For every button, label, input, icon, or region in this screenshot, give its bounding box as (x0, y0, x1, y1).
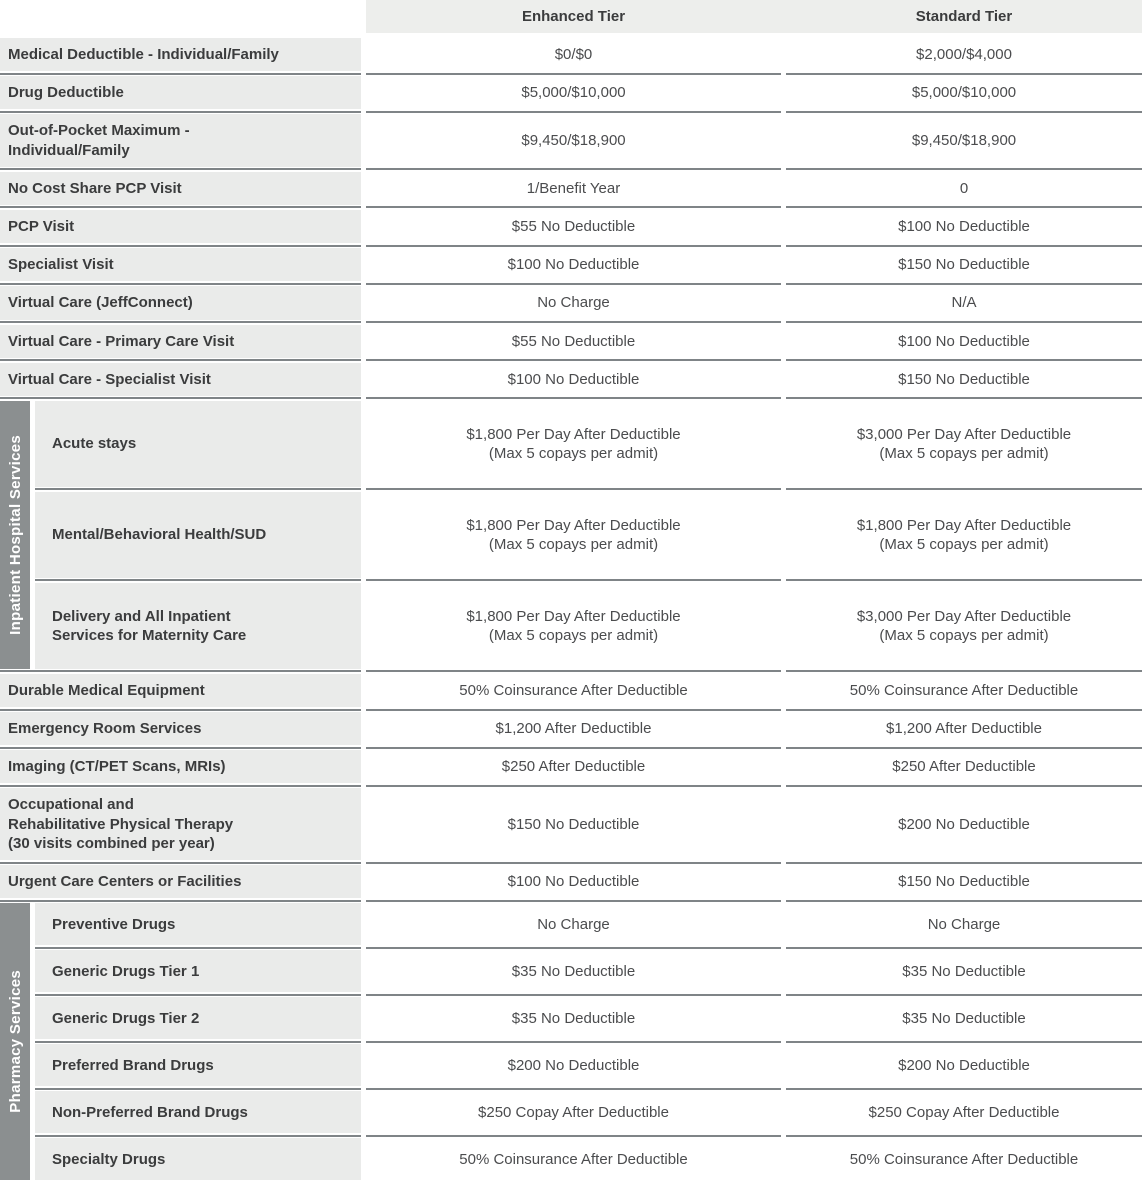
standard-tier-value (786, 674, 1142, 707)
divider-line (0, 900, 361, 902)
cell-text: Virtual Care (JeffConnect) (8, 294, 193, 312)
cell-text: Individual/Family (8, 141, 130, 159)
divider-line (786, 397, 1142, 399)
divider-line (786, 73, 1142, 75)
cell-text: $150 No Deductible (898, 370, 1030, 388)
benefit-label (35, 401, 361, 487)
benefit-label (35, 583, 361, 669)
cell-text: (Max 5 copays per admit) (879, 535, 1049, 553)
enhanced-tier-value (366, 286, 781, 319)
divider-line (366, 283, 781, 285)
cell-text: $250 After Deductible (501, 758, 646, 776)
standard-tier-value (786, 286, 1142, 319)
benefit-label (0, 674, 361, 707)
cell-text: $250 After Deductible (892, 758, 1036, 776)
cell-text: 50% Coinsurance After Deductible (849, 681, 1079, 699)
benefit-label (0, 286, 361, 319)
cell-text: Durable Medical Equipment (8, 681, 205, 699)
standard-tier-value (786, 997, 1142, 1039)
enhanced-tier-value (366, 325, 781, 358)
benefit-label (0, 38, 361, 71)
cell-text: Specialist Visit (8, 256, 114, 274)
cell-text: $200 No Deductible (898, 815, 1030, 833)
cell-text: $1,800 Per Day After Deductible (856, 516, 1072, 534)
standard-tier-value (786, 950, 1142, 992)
cell-text: N/A (951, 294, 977, 312)
divider-line (786, 670, 1142, 672)
standard-tier-value (786, 114, 1142, 166)
cell-text: Generic Drugs Tier 1 (52, 962, 200, 980)
divider-line (366, 1088, 781, 1090)
divider-line (35, 1135, 361, 1137)
table-body (0, 38, 1142, 1180)
cell-text: $150 No Deductible (507, 815, 640, 833)
cell-text: $250 Copay After Deductible (478, 1103, 669, 1121)
divider-line (786, 206, 1142, 208)
divider-line (786, 1041, 1142, 1043)
benefit-row (0, 788, 1142, 860)
cell-text: 50% Coinsurance After Deductible (459, 681, 688, 699)
benefit-label (35, 1091, 361, 1133)
divider-line (786, 245, 1142, 247)
header-spacer (0, 0, 361, 33)
benefit-label (0, 172, 361, 205)
cell-text: $100 No Deductible (507, 370, 640, 388)
divider-line (366, 245, 781, 247)
cell-text: $5,000/$10,000 (521, 84, 626, 102)
cell-text: (30 visits combined per year) (8, 834, 215, 852)
divider-line (786, 709, 1142, 711)
divider-line (366, 168, 781, 170)
benefit-label (0, 788, 361, 860)
standard-tier-value (786, 248, 1142, 281)
cell-text: Non-Preferred Brand Drugs (52, 1103, 248, 1121)
benefit-label (0, 248, 361, 281)
enhanced-tier-value (366, 38, 781, 71)
cell-text: PCP Visit (8, 217, 75, 235)
benefit-row (0, 363, 1142, 396)
enhanced-tier-value (366, 172, 781, 205)
cell-text: Out-of-Pocket Maximum - (8, 122, 190, 140)
cell-text: $100 No Deductible (898, 332, 1030, 350)
cell-text: Mental/Behavioral Health/SUD (52, 526, 267, 544)
cell-text: Urgent Care Centers or Facilities (8, 873, 242, 890)
cell-text: No Charge (537, 294, 610, 312)
benefit-row (0, 712, 1142, 745)
enhanced-tier-value (366, 114, 781, 166)
cell-text: No Charge (537, 915, 610, 933)
section-pharmacy-services (0, 903, 1142, 1180)
divider-line (366, 709, 781, 711)
divider-line (0, 321, 361, 323)
divider-line (0, 283, 361, 285)
cell-text: $35 No Deductible (902, 962, 1026, 980)
divider-line (786, 947, 1142, 949)
divider-line (366, 206, 781, 208)
enhanced-tier-value (366, 712, 781, 745)
divider-line (366, 359, 781, 361)
standard-tier-value (786, 788, 1142, 860)
section-inpatient-hospital-services (0, 401, 1142, 669)
cell-text: $3,000 Per Day After Deductible (856, 425, 1072, 443)
divider-line (35, 1041, 361, 1043)
benefit-row (0, 286, 1142, 319)
enhanced-tier-value (366, 903, 781, 945)
benefit-label (0, 210, 361, 243)
benefit-row (0, 248, 1142, 281)
cell-text: Acute stays (52, 435, 137, 453)
standard-tier-value (786, 76, 1142, 109)
cell-text: $5,000/$10,000 (911, 84, 1017, 102)
cell-text: Medical Deductible - Individual/Family (8, 46, 279, 63)
divider-line (0, 168, 361, 170)
cell-text: Occupational and (8, 796, 134, 814)
standard-tier-value (786, 712, 1142, 745)
cell-text: $100 No Deductible (898, 217, 1030, 235)
divider-line (35, 488, 361, 490)
divider-line (366, 579, 781, 581)
divider-line (366, 862, 781, 864)
cell-text: Delivery and All Inpatient (52, 607, 231, 625)
divider-line (786, 359, 1142, 361)
divider-line (0, 206, 361, 208)
standard-tier-value (786, 865, 1142, 898)
cell-text: Preferred Brand Drugs (52, 1056, 214, 1074)
cell-text: $100 No Deductible (507, 256, 640, 274)
divider-line (786, 900, 1142, 902)
divider-line (0, 111, 361, 113)
divider-line (0, 73, 361, 75)
cell-text: No Cost Share PCP Visit (8, 179, 182, 197)
benefit-row (0, 210, 1142, 243)
divider-line (35, 994, 361, 996)
cell-text: $55 No Deductible (511, 217, 636, 235)
cell-text: $35 No Deductible (902, 1009, 1026, 1027)
cell-text: $9,450/$18,900 (521, 131, 626, 149)
divider-line (366, 488, 781, 490)
benefit-label (0, 750, 361, 783)
column-header-enhanced: Enhanced Tier (521, 8, 626, 25)
divider-line (366, 397, 781, 399)
standard-tier-value (786, 1044, 1142, 1086)
section-title-bar (0, 903, 30, 1180)
divider-line (786, 1088, 1142, 1090)
cell-text: 50% Coinsurance After Deductible (849, 1150, 1079, 1168)
divider-line (35, 947, 361, 949)
table-header-row (0, 0, 1142, 33)
enhanced-tier-value (366, 583, 781, 669)
cell-text: $200 No Deductible (507, 1056, 640, 1074)
standard-tier-value (786, 583, 1142, 669)
enhanced-tier-value (366, 76, 781, 109)
divider-line (366, 111, 781, 113)
cell-text: (Max 5 copays per admit) (879, 444, 1049, 462)
divider-line (786, 488, 1142, 490)
standard-tier-value (786, 210, 1142, 243)
cell-text: $150 No Deductible (898, 873, 1030, 890)
divider-line (0, 862, 361, 864)
section-title-bar (0, 401, 30, 669)
divider-line (366, 1135, 781, 1137)
cell-text: $0/$0 (554, 46, 593, 63)
enhanced-tier-value (366, 1044, 781, 1086)
divider-line (366, 1041, 781, 1043)
benefit-row (0, 325, 1142, 358)
benefit-label (35, 1044, 361, 1086)
benefit-label (35, 492, 361, 578)
divider-line (0, 747, 361, 749)
standard-tier-value (786, 750, 1142, 783)
enhanced-tier-value (366, 788, 781, 860)
cell-text: $35 No Deductible (511, 962, 636, 980)
divider-line (786, 579, 1142, 581)
divider-line (786, 994, 1142, 996)
divider-line (786, 1135, 1142, 1137)
cell-text: $1,200 After Deductible (495, 720, 652, 738)
enhanced-tier-value (366, 492, 781, 578)
cell-text: $1,800 Per Day After Deductible (466, 516, 681, 534)
benefit-row (0, 38, 1142, 71)
benefit-label (0, 865, 361, 898)
cell-text: Virtual Care - Specialist Visit (8, 370, 211, 388)
divider-line (786, 321, 1142, 323)
cell-text: $1,200 After Deductible (886, 720, 1042, 738)
cell-text: Rehabilitative Physical Therapy (8, 815, 234, 833)
divider-line (786, 168, 1142, 170)
divider-line (366, 747, 781, 749)
header-tier-block (366, 0, 1142, 33)
enhanced-tier-value (366, 1138, 781, 1180)
section-title: Pharmacy Services (6, 970, 24, 1114)
benefit-label (0, 363, 361, 396)
cell-text: No Charge (927, 915, 1001, 933)
cell-text: Generic Drugs Tier 2 (52, 1009, 200, 1027)
divider-line (0, 359, 361, 361)
cell-text: Services for Maternity Care (52, 626, 247, 644)
divider-line (786, 862, 1142, 864)
benefit-row (0, 865, 1142, 898)
enhanced-tier-value (366, 248, 781, 281)
benefit-label (0, 712, 361, 745)
standard-tier-value (786, 325, 1142, 358)
benefit-label (0, 76, 361, 109)
cell-text: 0 (959, 179, 969, 197)
divider-line (35, 1088, 361, 1090)
standard-tier-value (786, 1138, 1142, 1180)
cell-text: Drug Deductible (8, 84, 124, 102)
divider-line (366, 900, 781, 902)
enhanced-tier-value (366, 750, 781, 783)
enhanced-tier-value (366, 674, 781, 707)
cell-text: $200 No Deductible (898, 1056, 1030, 1074)
divider-line (366, 321, 781, 323)
cell-text: (Max 5 copays per admit) (488, 444, 659, 462)
divider-line (0, 397, 361, 399)
benefit-row (0, 76, 1142, 109)
standard-tier-value (786, 492, 1142, 578)
divider-line (0, 709, 361, 711)
cell-text: (Max 5 copays per admit) (879, 626, 1049, 644)
divider-line (0, 785, 361, 787)
cell-text: Virtual Care - Primary Care Visit (8, 332, 235, 350)
enhanced-tier-value (366, 950, 781, 992)
benefit-row (0, 750, 1142, 783)
enhanced-tier-value (366, 401, 781, 487)
benefit-label (35, 997, 361, 1039)
standard-tier-value (786, 38, 1142, 71)
cell-text: $150 No Deductible (898, 256, 1030, 274)
enhanced-tier-value (366, 363, 781, 396)
divider-line (366, 73, 781, 75)
cell-text: Preventive Drugs (52, 915, 176, 933)
cell-text: Imaging (CT/PET Scans, MRIs) (8, 758, 226, 776)
standard-tier-value (786, 1091, 1142, 1133)
column-header-standard: Standard Tier (915, 8, 1013, 25)
cell-text: (Max 5 copays per admit) (488, 535, 659, 553)
standard-tier-value (786, 903, 1142, 945)
cell-text: 50% Coinsurance After Deductible (459, 1150, 688, 1168)
cell-text: $100 No Deductible (507, 873, 640, 890)
enhanced-tier-value (366, 210, 781, 243)
benefit-label (0, 114, 361, 166)
divider-line (786, 747, 1142, 749)
divider-line (366, 670, 781, 672)
section-title: Inpatient Hospital Services (6, 434, 24, 635)
benefit-label (35, 1138, 361, 1180)
standard-tier-value (786, 363, 1142, 396)
cell-text: $2,000/$4,000 (916, 46, 1012, 63)
divider-line (366, 947, 781, 949)
divider-line (366, 785, 781, 787)
divider-line (0, 245, 361, 247)
cell-text: $9,450/$18,900 (911, 131, 1017, 149)
enhanced-tier-value (366, 865, 781, 898)
cell-text: $55 No Deductible (511, 332, 636, 350)
benefit-row (0, 114, 1142, 166)
benefit-row (0, 172, 1142, 205)
standard-tier-value (786, 172, 1142, 205)
divider-line (786, 283, 1142, 285)
benefit-label (35, 950, 361, 992)
cell-text: $1,800 Per Day After Deductible (466, 425, 681, 443)
cell-text: 1/Benefit Year (526, 179, 621, 197)
cell-text: $1,800 Per Day After Deductible (466, 607, 681, 625)
cell-text: $3,000 Per Day After Deductible (856, 607, 1072, 625)
benefit-row (0, 674, 1142, 707)
cell-text: Emergency Room Services (8, 720, 202, 738)
benefit-label (35, 903, 361, 945)
cell-text: Specialty Drugs (52, 1150, 166, 1168)
standard-tier-value (786, 401, 1142, 487)
benefit-label (0, 325, 361, 358)
cell-text: (Max 5 copays per admit) (488, 626, 659, 644)
cell-text: $35 No Deductible (511, 1009, 636, 1027)
enhanced-tier-value (366, 997, 781, 1039)
divider-line (786, 111, 1142, 113)
divider-line (786, 785, 1142, 787)
divider-line (366, 994, 781, 996)
divider-line (35, 579, 361, 581)
cell-text: $250 Copay After Deductible (868, 1103, 1060, 1121)
divider-line (0, 670, 361, 672)
enhanced-tier-value (366, 1091, 781, 1133)
